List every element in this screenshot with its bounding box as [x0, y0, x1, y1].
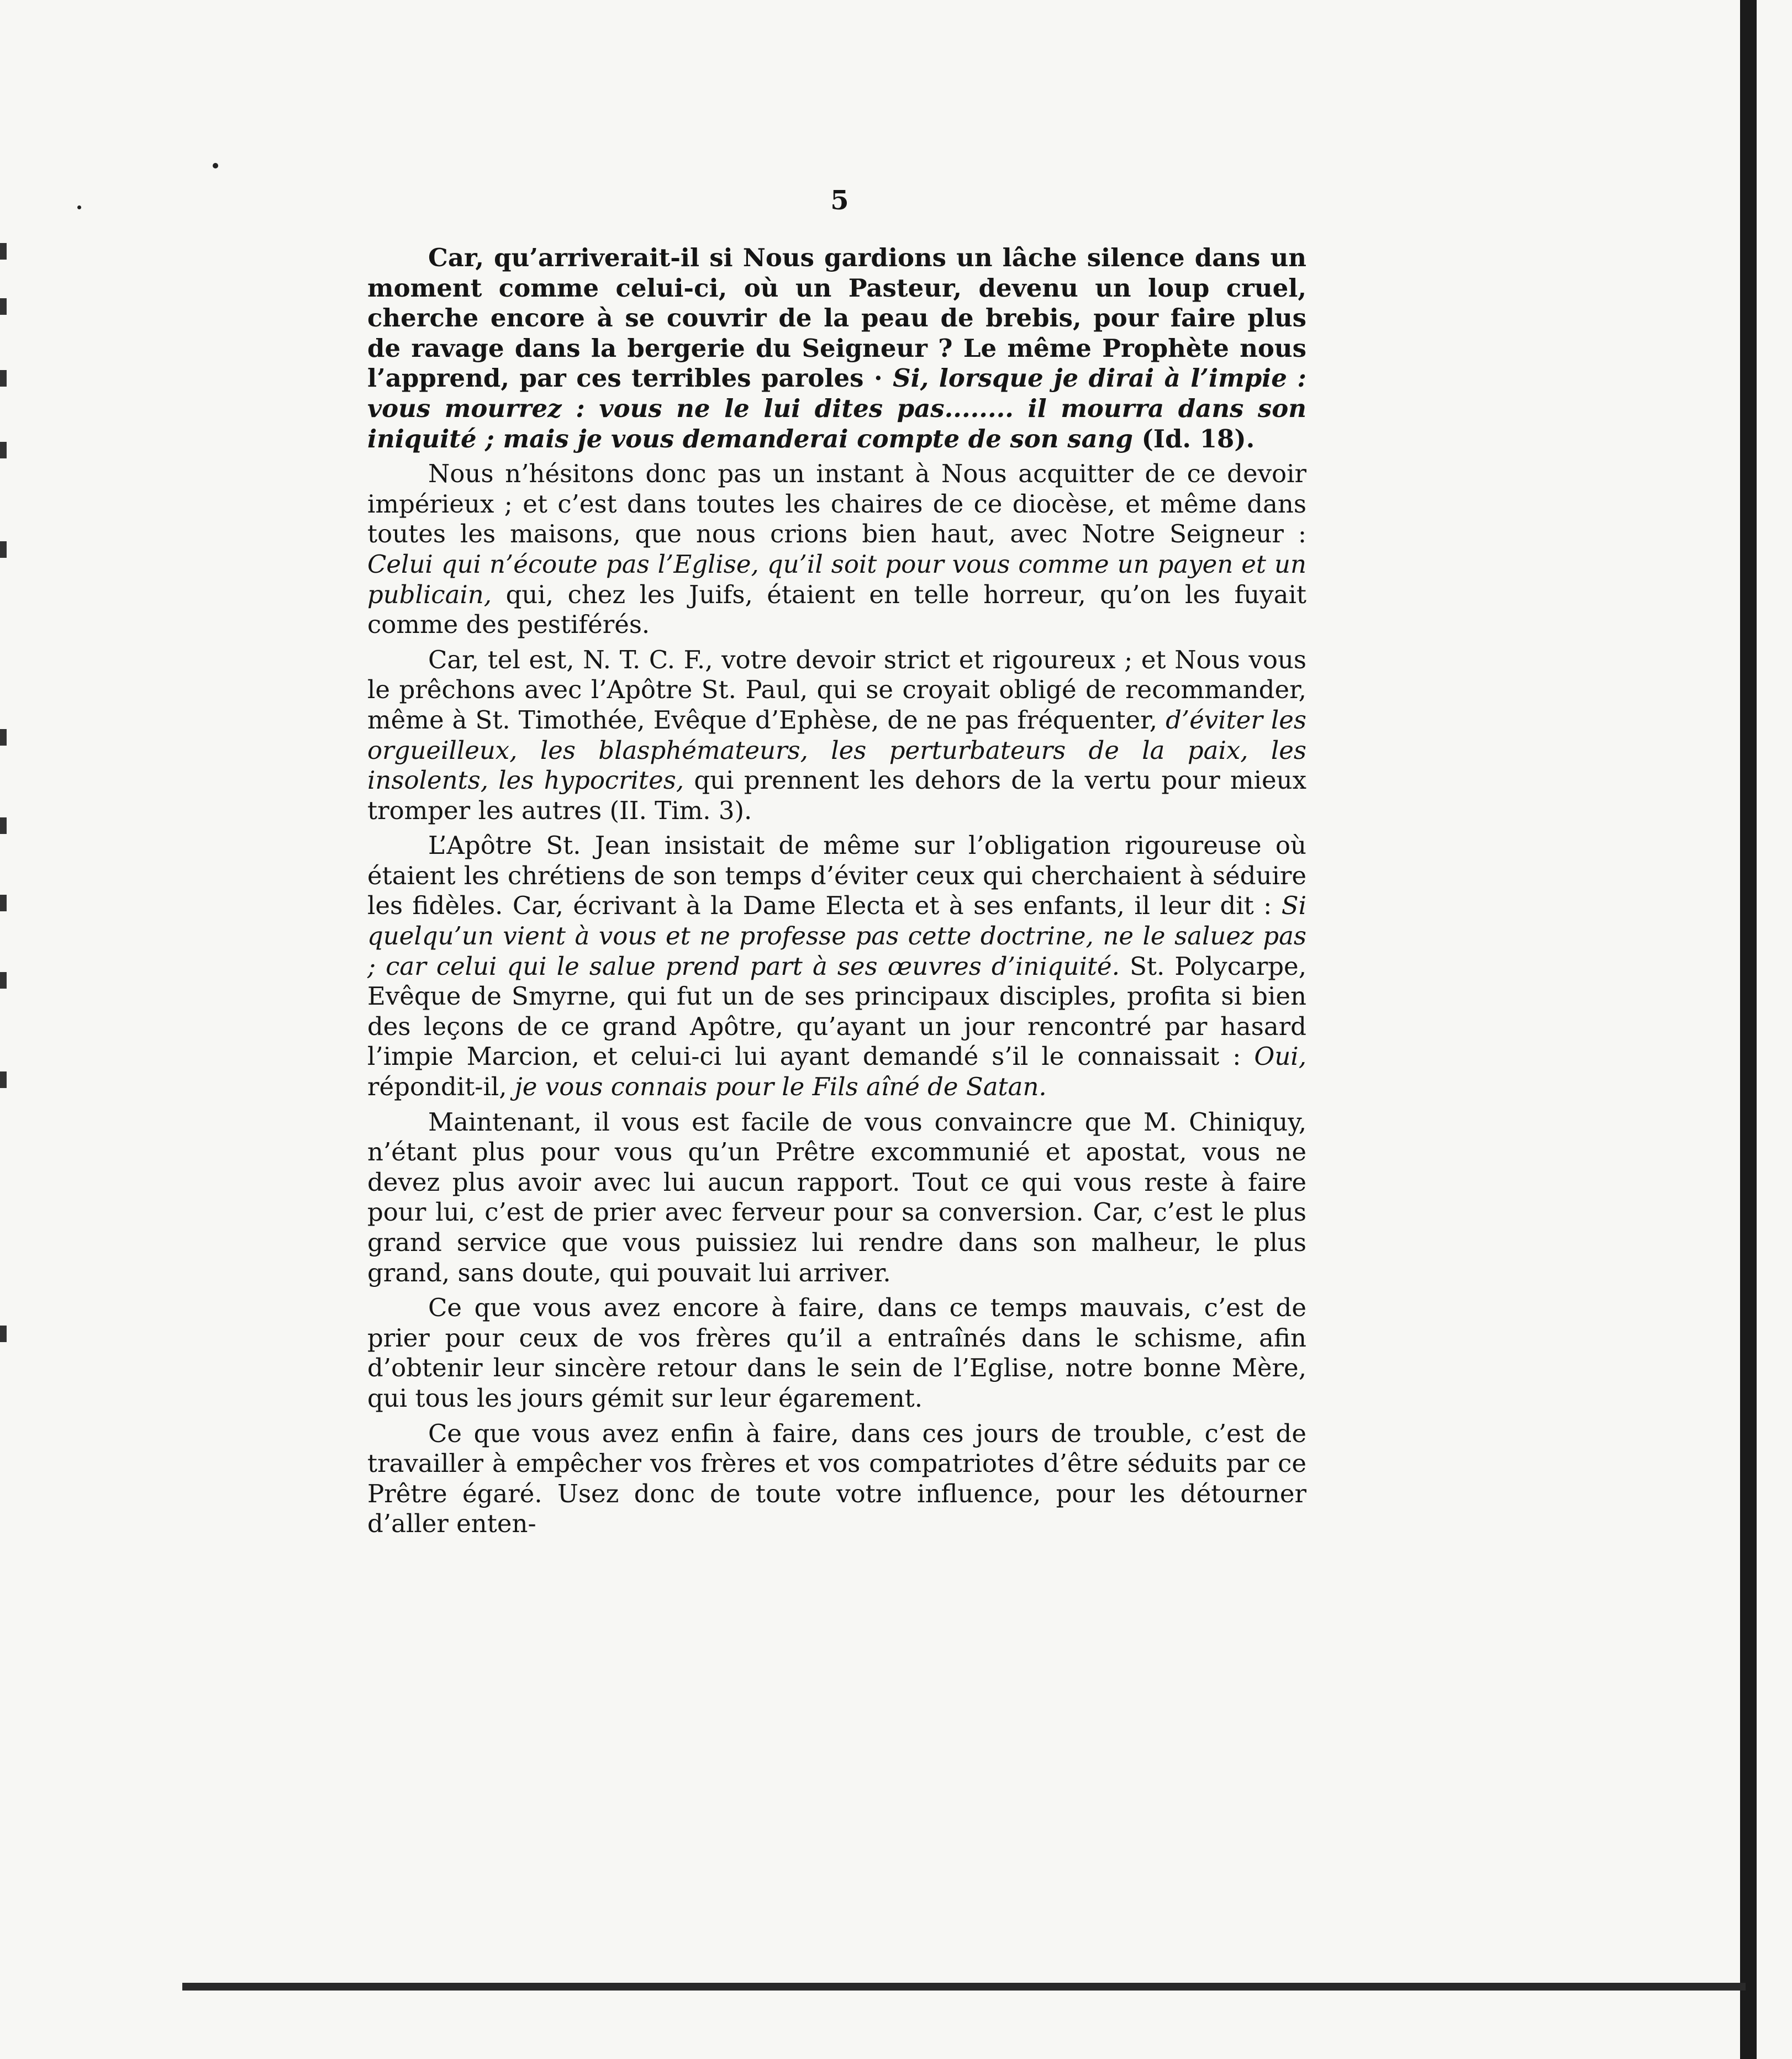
italic-quotation: Oui,: [1254, 1042, 1306, 1071]
speck-mark: [213, 163, 218, 168]
paragraph: [367, 1419, 1306, 1539]
text-run: qui prennent les dehors de la vertu pour mieux tromper les autres (II. Tim. 3).: [367, 765, 1306, 825]
text-run: répondit-il,: [367, 1072, 515, 1102]
text-run: Ce que vous avez enfin à faire, dans ces jours de trouble, c’est de travailler à empêcher vos frères et vos compatriotes d’être séduits par ce Prêtre égaré. Usez donc de toute votre influence, pour les détourner d’aller enten-: [367, 1418, 1306, 1539]
text-run: Ce que vous avez encore à faire, dans ce temps mauvais, c’est de prier pour ceux de vos frères qu’il a entraînés dans le schisme, afin d’obtenir leur sincère retour dans le sein de l’Eglise, notre bonne Mère, qui tous les jours gémit sur leur égarement.: [367, 1293, 1306, 1413]
paragraph: [367, 243, 1306, 454]
paragraph: [367, 1293, 1306, 1413]
text-run: qui, chez les Juifs, étaient en telle horreur, qu’on les fuyait comme des pestiférés.: [367, 579, 1306, 640]
page-edge-shadow-bottom: [182, 1983, 1746, 1991]
text-run: St. Polycarpe, Evêque de Smyrne, qui fut un de ses principaux disciples, profita si bien des leçons de ce grand Apôtre, qu’ayant un jour rencontré par hasard l’impie Marcion, et celui-ci lui ayant demandé s’il le connaissait :: [367, 951, 1306, 1071]
text-run: Maintenant, il vous est facile de vous convaincre que M. Chiniquy, n’étant plus pour vous qu’un Prêtre excommunié et apostat, vous ne devez plus avoir avec lui aucun rapport. Tout ce qui vous reste à faire pour lui, c’est de prier avec ferveur pour sa conversion. Car, c’est le plus grand service que vous puissiez lui rendre dans son malheur, le plus grand, sans doute, qui pouvait lui arriver.: [367, 1107, 1306, 1287]
text-run: L’Apôtre St. Jean insistait de même sur l’obligation rigoureuse où étaient les chrétiens de son temps d’éviter ceux qui cherchaient à séduire les fidèles. Car, écrivant à la Dame Electa et à ses enfants, il leur dit :: [367, 831, 1306, 921]
paragraph: [367, 831, 1306, 1102]
italic-quotation: je vous connais pour le Fils aîné de Satan.: [514, 1072, 1047, 1102]
italic-quotation: Si quelqu’un vient à vous et ne professe pas cette doctrine, ne le saluez pas ; car celui qui le salue prend part à ses œuvres d’iniquité.: [367, 891, 1306, 981]
speck-mark: [77, 205, 81, 209]
page-number: 5: [830, 185, 849, 216]
text-run: (Id. 18).: [1132, 424, 1255, 453]
body-text: [367, 243, 1306, 1544]
paragraph: [367, 645, 1306, 826]
paragraph: [367, 1107, 1306, 1289]
text-run: Car, qu’arriverait-il si Nous gardions un lâche silence dans un moment comme celui-ci, où un Pasteur, devenu un loup cruel, cherche encore à se couvrir de la peau de brebis, pour faire plus de ravage dans la bergerie du Seigneur ? Le même Prophète nous l’apprend, par ces terribles paroles ·: [367, 243, 1306, 393]
page-edge-shadow-right: [1740, 0, 1757, 2059]
italic-quotation: d’éviter les orgueilleux, les blasphémateurs, les perturbateurs de la paix, les insolents, les hypocrites,: [367, 705, 1307, 795]
binding-gutter-marks: [0, 232, 17, 1392]
text-run: Car, tel est, N. T. C. F., votre devoir strict et rigoureux ; et Nous vous le prêchons avec l’Apôtre St. Paul, qui se croyait obligé de recommander, même à St. Timothée, Evêque d’Ephèse, de ne pas fréquenter,: [367, 645, 1306, 735]
paragraph: [367, 459, 1306, 640]
page-edge-margin-right: [1757, 0, 1792, 2059]
italic-quotation: Si, lorsque je dirai à l’impie : vous mourrez : vous ne le lui dites pas........ il mourra dans son iniquité ; mais je vous demanderai compte de son sang: [367, 363, 1306, 453]
italic-quotation: Celui qui n’écoute pas l’Eglise, qu’il soit pour vous comme un payen et un publicain,: [367, 549, 1306, 609]
text-run: Nous n’hésitons donc pas un instant à Nous acquitter de ce devoir impérieux ; et c’est dans toutes les chaires de ce diocèse, et même dans toutes les maisons, que nous crions bien haut, avec Notre Seigneur :: [367, 459, 1306, 549]
